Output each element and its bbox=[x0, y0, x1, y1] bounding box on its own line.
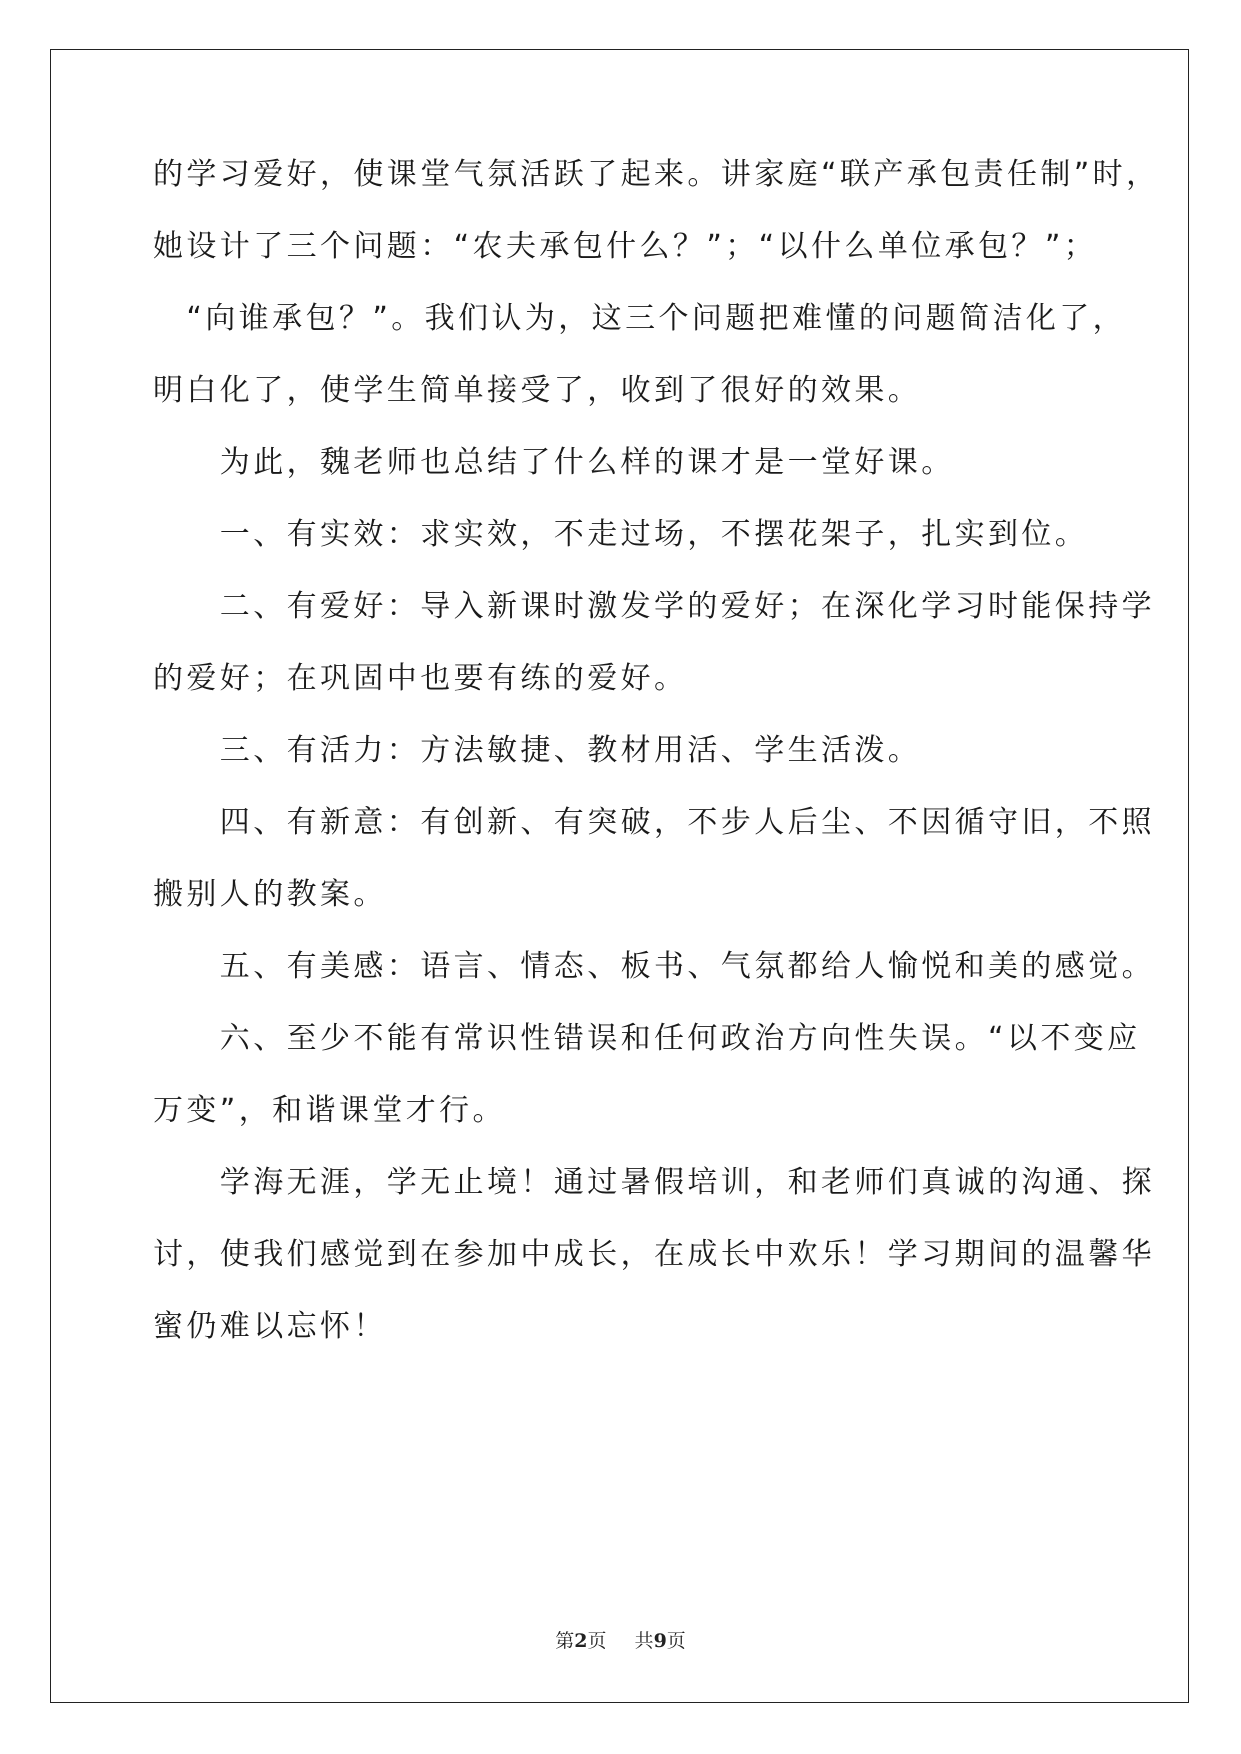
text-line: 三、有活力：方法敏捷、教材用活、学生活泼。 bbox=[153, 733, 922, 768]
total-pages-label: 共9页 bbox=[634, 1630, 686, 1652]
text-line: 为此，魏老师也总结了什么样的课才是一堂好课。 bbox=[153, 445, 955, 480]
text-line: 搬别人的教案。 bbox=[153, 877, 387, 912]
text-line: 万变”，和谐课堂才行。 bbox=[153, 1093, 506, 1128]
page-number: 2 bbox=[574, 1630, 588, 1652]
text-line: 四、有新意：有创新、有突破，不步人后尘、不因循守旧，不照 bbox=[153, 805, 1155, 840]
text-line: 五、有美感：语言、情态、板书、气氛都给人愉悦和美的感觉。 bbox=[153, 949, 1155, 984]
text-line: 六、至少不能有常识性错误和任何政治方向性失误。“以不变应 bbox=[153, 1021, 1141, 1056]
text-line: “向谁承包？”。我们认为，这三个问题把难懂的问题简洁化了， bbox=[153, 301, 1127, 336]
text-line: 讨，使我们感觉到在参加中成长，在成长中欢乐！学习期间的温馨华 bbox=[153, 1237, 1155, 1272]
text-line: 学海无涯，学无止境！通过暑假培训，和老师们真诚的沟通、探 bbox=[153, 1165, 1155, 1200]
page-footer bbox=[0, 1628, 1241, 1654]
text-line: 她设计了三个问题：“农夫承包什么？”；“以什么单位承包？”； bbox=[153, 229, 1098, 264]
text-line: 的爱好；在巩固中也要有练的爱好。 bbox=[153, 661, 688, 696]
total-pages-number: 9 bbox=[653, 1630, 667, 1652]
text-line: 蜜仍难以忘怀！ bbox=[153, 1309, 387, 1344]
text-line: 的学习爱好，使课堂气氛活跃了起来。讲家庭“联产承包责任制”时， bbox=[153, 157, 1160, 192]
page-label: 第2页 bbox=[555, 1630, 607, 1652]
text-line: 明白化了，使学生简单接受了，收到了很好的效果。 bbox=[153, 373, 922, 408]
text-line: 一、有实效：求实效，不走过场，不摆花架子，扎实到位。 bbox=[153, 517, 1089, 552]
text-line: 二、有爱好：导入新课时激发学的爱好；在深化学习时能保持学 bbox=[153, 589, 1155, 624]
